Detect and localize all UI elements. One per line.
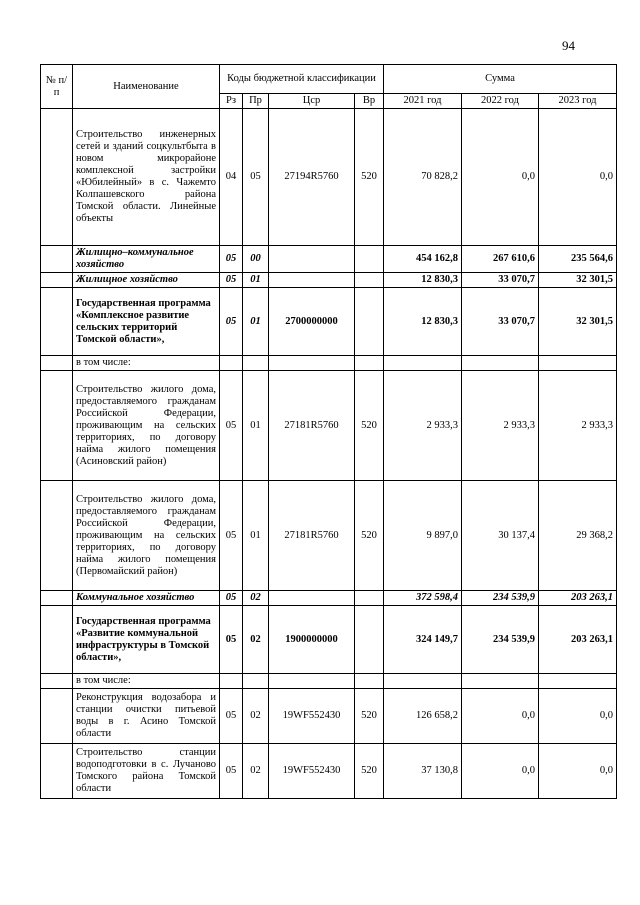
table-row [41,356,617,371]
row-2022: 0,0 [462,744,539,799]
table-row [41,288,617,356]
row-vr [355,591,384,606]
header-pr: Пр [243,94,269,109]
row-2021: 37 130,8 [384,744,462,799]
row-2021: 70 828,2 [384,109,462,246]
table-row [41,371,617,481]
row-2023: 203 263,1 [539,591,617,606]
row-2023: 0,0 [539,109,617,246]
row-name: Строительство жилого дома, предоставляемого гражданам Российской Федерации, проживающим на сельских территориях, по договору найма жилого помещения (Первомайский район) [73,481,220,591]
row-vr: 520 [355,481,384,591]
table-row [41,246,617,273]
row-csr [269,273,355,288]
header-vr: Вр [355,94,384,109]
row-csr: 19WF552430 [269,744,355,799]
row-2021: 324 149,7 [384,606,462,674]
row-2023: 235 564,6 [539,246,617,273]
row-name: Строительство жилого дома, предоставляемого гражданам Российской Федерации, проживающим на сельских территориях, по договору найма жилого помещения (Асиновский район) [73,371,220,481]
header-num: № п/п [41,65,73,109]
table-row [41,674,617,689]
row-2021: 454 162,8 [384,246,462,273]
row-name: Реконструкция водозабора и станции очистки питьевой воды в г. Асино Томской области [73,689,220,744]
row-rz: 04 [220,109,243,246]
header-sum: Сумма [384,65,617,94]
row-2021: 372 598,4 [384,591,462,606]
table-row [41,606,617,674]
row-2023: 203 263,1 [539,606,617,674]
row-vr [355,273,384,288]
row-2023: 2 933,3 [539,371,617,481]
row-vr: 520 [355,744,384,799]
header-rz: Рз [220,94,243,109]
row-2021: 12 830,3 [384,288,462,356]
row-2022: 234 539,9 [462,591,539,606]
table-row [41,273,617,288]
table-row [41,591,617,606]
row-2023: 32 301,5 [539,273,617,288]
row-pr: 05 [243,109,269,246]
row-2023: 0,0 [539,689,617,744]
table-row [41,109,617,246]
row-pr: 02 [243,744,269,799]
header-codes: Коды бюджетной классификации [220,65,384,94]
row-2022: 234 539,9 [462,606,539,674]
row-pr: 00 [243,246,269,273]
table-row [41,481,617,591]
row-2022: 267 610,6 [462,246,539,273]
row-name: Жилищное хозяйство [73,273,220,288]
row-name: Государственная программа «Комплексное развитие сельских территорий Томской области», [73,288,220,356]
row-rz: 05 [220,591,243,606]
row-csr: 27181R5760 [269,371,355,481]
row-2021: 12 830,3 [384,273,462,288]
row-2022: 30 137,4 [462,481,539,591]
row-2022: 33 070,7 [462,288,539,356]
row-csr: 27181R5760 [269,481,355,591]
row-pr: 01 [243,481,269,591]
row-rz: 05 [220,689,243,744]
page-number: 94 [562,38,575,53]
header-name: Наименование [73,65,220,109]
row-csr [269,246,355,273]
row-vr: 520 [355,109,384,246]
row-name: Жилищно–коммунальное хозяйство [73,246,220,273]
table-row [41,689,617,744]
row-2021: 2 933,3 [384,371,462,481]
row-csr: 19WF552430 [269,689,355,744]
row-rz: 05 [220,606,243,674]
row-2023: 0,0 [539,744,617,799]
row-2023: 32 301,5 [539,288,617,356]
row-vr [355,246,384,273]
row-pr: 01 [243,288,269,356]
row-vr [355,606,384,674]
table-row [41,744,617,799]
row-pr: 02 [243,689,269,744]
row-rz: 05 [220,371,243,481]
row-name: Строительство инженерных сетей и зданий соцкультбыта в новом микрорайоне комплексной застройки «Юбилейный» в с. Чажемто Колпашевского района Томской области. Линейные объекты [73,109,220,246]
row-name: в том числе: [73,674,220,689]
row-pr: 01 [243,371,269,481]
row-csr: 1900000000 [269,606,355,674]
row-2022: 2 933,3 [462,371,539,481]
row-rz: 05 [220,744,243,799]
row-rz: 05 [220,288,243,356]
row-vr [355,288,384,356]
row-pr: 02 [243,591,269,606]
row-rz: 05 [220,481,243,591]
row-rz: 05 [220,246,243,273]
row-rz: 05 [220,273,243,288]
row-name: Коммунальное хозяйство [73,591,220,606]
row-2021: 9 897,0 [384,481,462,591]
row-vr: 520 [355,689,384,744]
row-vr: 520 [355,371,384,481]
row-2022: 0,0 [462,109,539,246]
row-name: Строительство станции водоподготовки в с. Лучаново Томского района Томской области [73,744,220,799]
budget-table [40,64,617,799]
row-csr: 27194R5760 [269,109,355,246]
row-2022: 33 070,7 [462,273,539,288]
header-2023: 2023 год [539,94,617,109]
row-csr [269,591,355,606]
row-2023: 29 368,2 [539,481,617,591]
header-2022: 2022 год [462,94,539,109]
row-pr: 02 [243,606,269,674]
header-2021: 2021 год [384,94,462,109]
row-name: Государственная программа «Развитие коммунальной инфраструктуры в Томской области», [73,606,220,674]
row-csr: 2700000000 [269,288,355,356]
header-csr: Цср [269,94,355,109]
row-name: в том числе: [73,356,220,371]
row-2021: 126 658,2 [384,689,462,744]
row-pr: 01 [243,273,269,288]
row-2022: 0,0 [462,689,539,744]
